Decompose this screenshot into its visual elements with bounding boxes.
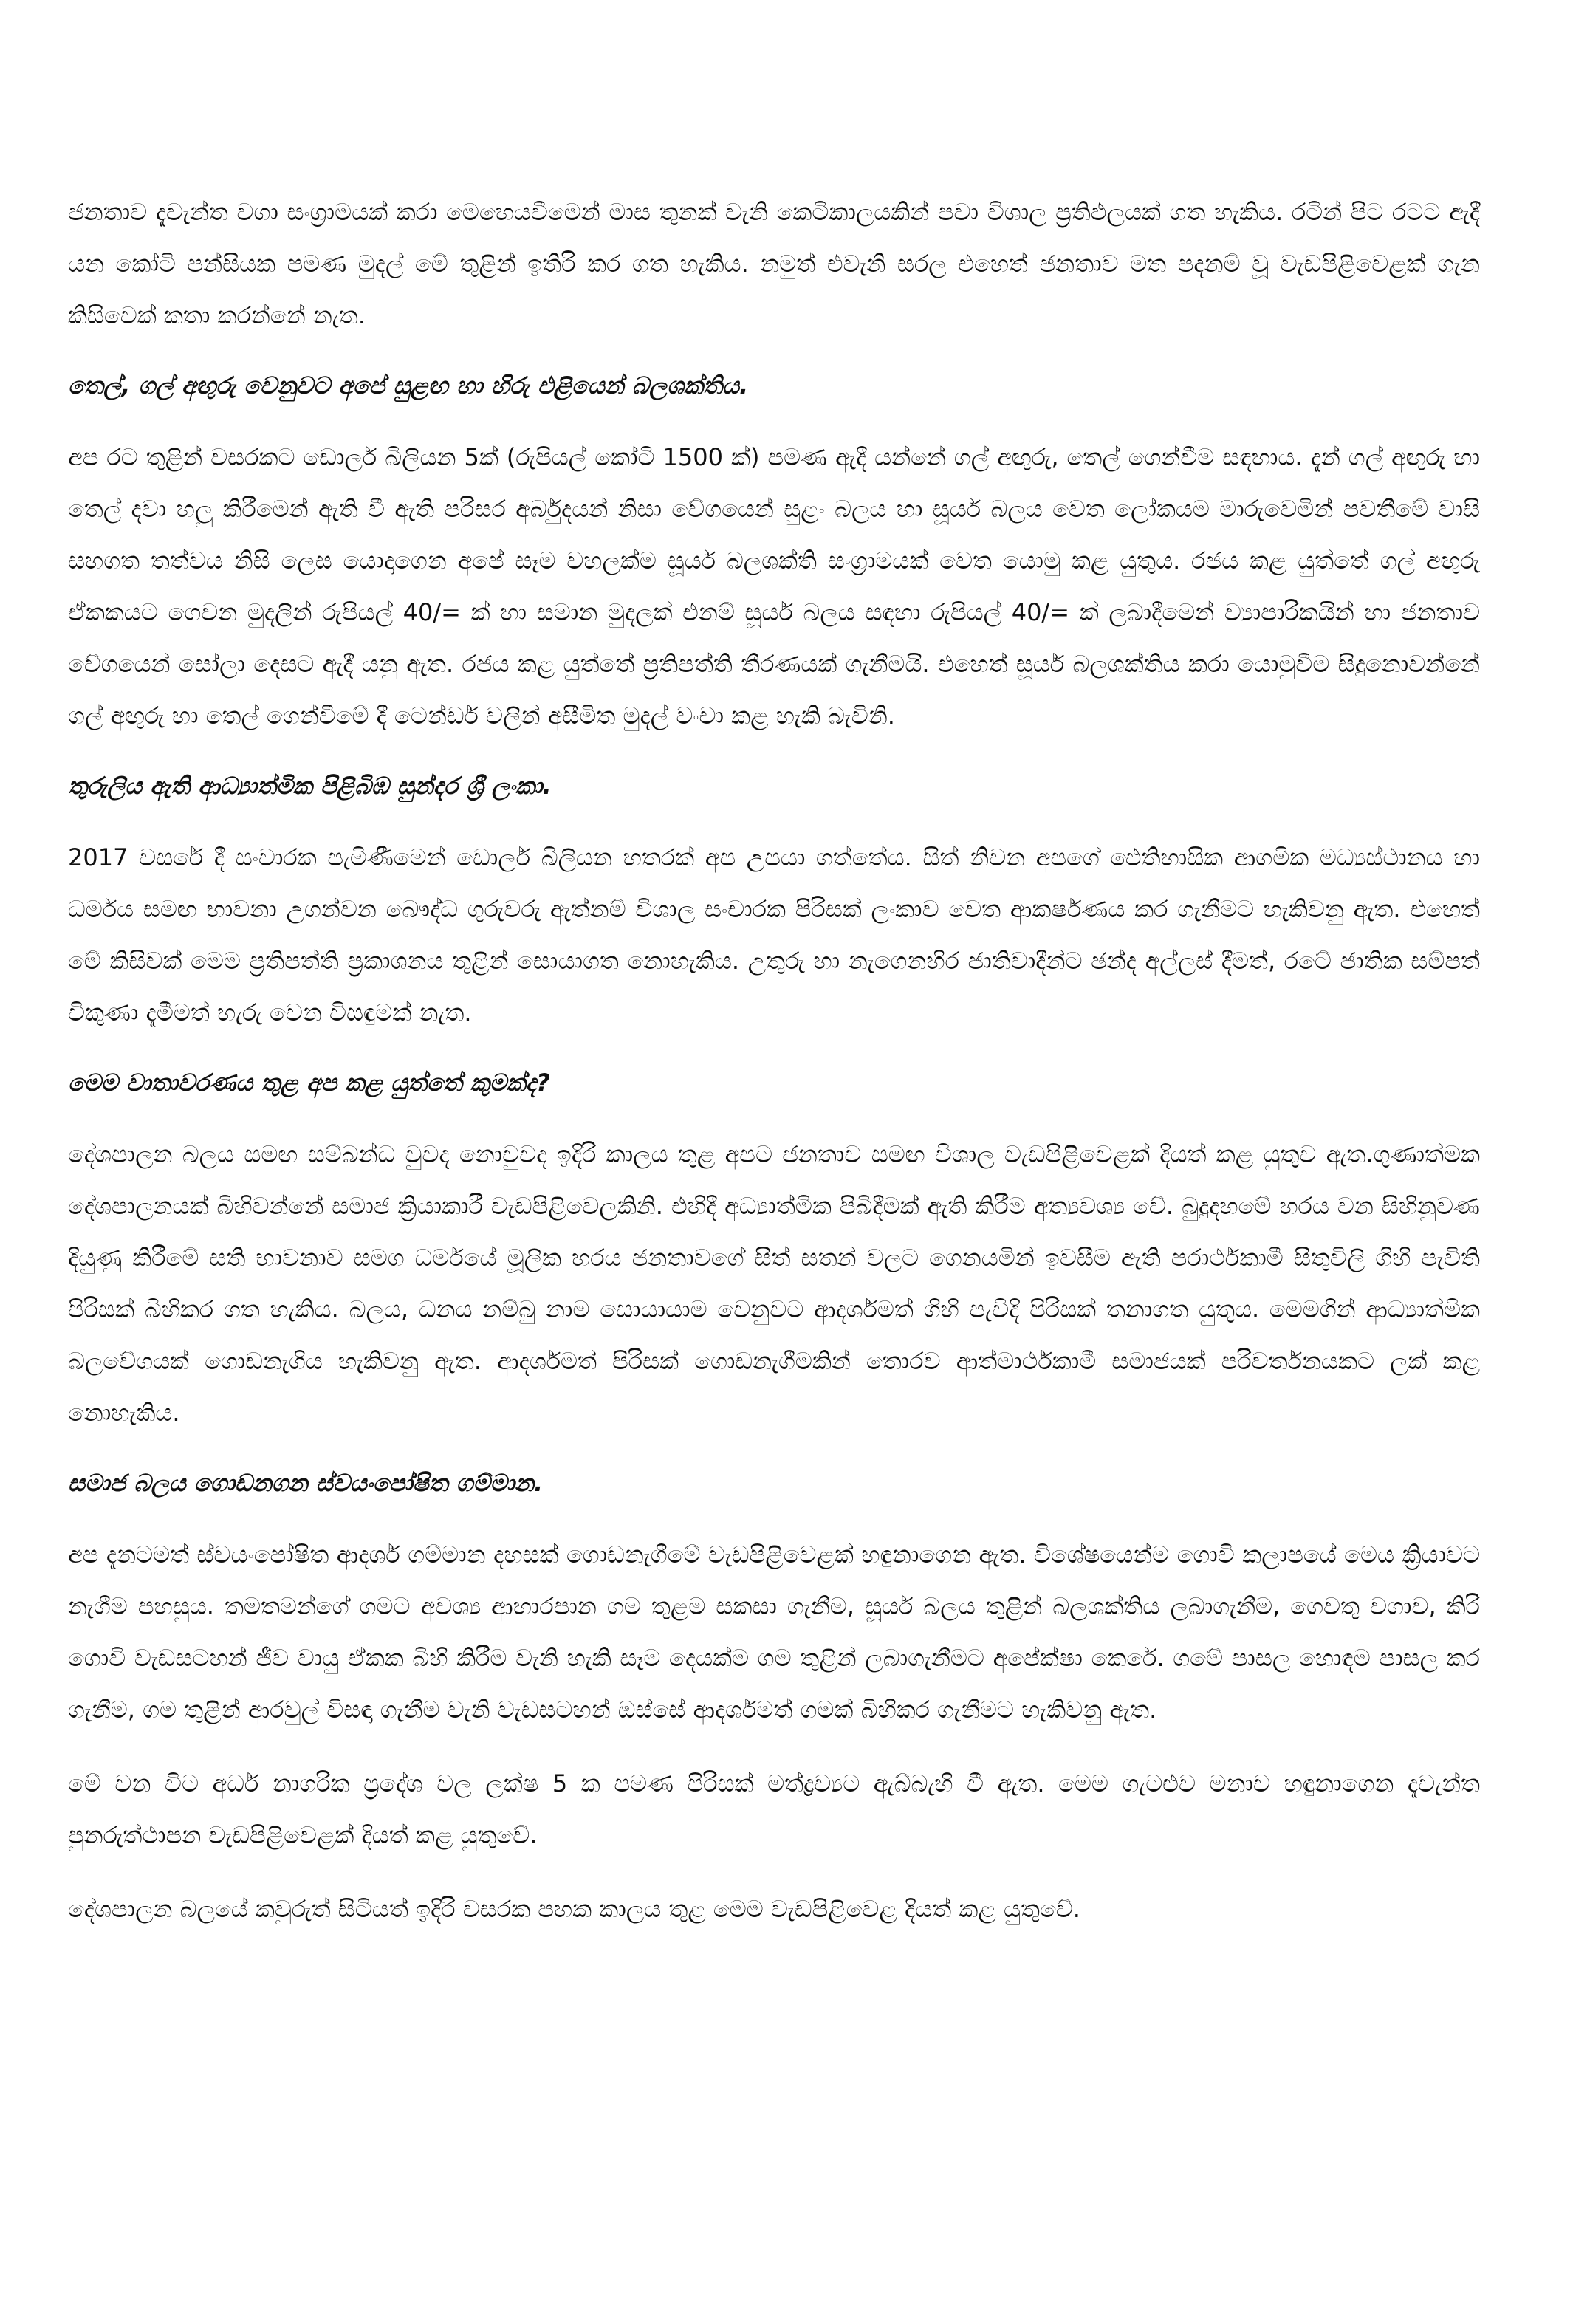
heading-self-sufficient-villages: සමාජ බලය ගොඩනගන ස්වයංපෝෂිත ගම්මාන. xyxy=(68,1469,544,1497)
paragraph-model-villages: අප දැනටමත් ස්වයංපෝෂිත ආදර්ශ ගම්මාන දහසක් ගොඩනැගීමේ වැඩපිළිවෙළක් හඳුනාගෙන ඇත. විශේෂයෙන්ම ගොවි කලාපයේ මෙය ක්‍රියාවට නැගීම පහසුය. තමතමන්ගේ ගමට අවශ්‍ය ආහාරපාන ගම තුළම සකසා ගැනීම, සූර්ය බලය තුළින් බලශක්තිය ලබාගැනීම, ගෙවතු වගාව, කිරි ගොවි වැඩසටහන් ජීව වායු ඒකක බිහි කිරීම වැනි හැකි සෑම දෙයක්ම ගම තුළින් ලබාගැනීමට අපේක්ෂා කෙරේ. ගමේ පාසල හොඳම පාසල කර ගැනීම, ගම තුළින් ආරවුල් විසඳා ගැනීම වැනි වැඩසටහන් ඔස්සේ ආදර්ශමත් ගමක් බිහිකර ගැනීමට හැකිවනු ඇත. xyxy=(68,1540,1480,1724)
paragraph-rehabilitation: මේ වන විට අර්ධ නාගරික ප්‍රදේශ වල ලක්ෂ 5 ක පමණ පිරිසක් මත්ද්‍රව්‍යට ඇබ්බැහි වී ඇත. මෙම ගැටළුව මනාව හඳුනාගෙන දැවැන්ත පුනරුත්ථාපන වැඩපිළිවෙළක් දියත් කළ යුතුවේ. xyxy=(68,1769,1480,1849)
heading-spiritual-sri-lanka: තුරුලිය ඇති ආධ්‍යාත්මික පිළිබිඹ සුන්දර ශ්‍රී ලංකා. xyxy=(68,772,552,800)
paragraph-political-program: දේශපාලන බලය සමඟ සම්බන්ධ වුවද නොවුවද ඉදිරි කාලය තුළ අපට ජනතාව සමඟ විශාල වැඩපිළිවෙළක් දියත් කළ යුතුව ඇත.ගුණාත්මක දේශපාලනයක් බිහිවන්නේ සමාජ ක්‍රියාකාරී වැඩපිළිවෙලකිනි. එහිදී අධ්‍යාත්මික පිබිදීමක් ඇති කිරීම අත්‍යවශ්‍ය වේ. බුදුදහමේ හරය වන සිහිනුවණ දියුණු කිරීමේ සති භාවනාව සමග ධර්මයේ මූලික හරය ජනතාවගේ සිත් සතන් වලට ගෙනයමින් ඉවසීම ඇති පරාර්ථකාමී සිතුවිලි ගිහි පැවිති පිරිසක් බිහිකර ගත හැකිය. බලය, ධනය නම්බු නාම සොයායාම වෙනුවට ආදර්ශමත් ගිහි පැවිදි පිරිසක් තනාගත යුතුය. මෙමගින් ආධ්‍යාත්මික බලවේගයක් ගොඩනැගිය හැකිවනු ඇත. ආදර්ශමත් පිරිසක් ගොඩනැගීමකින් තොරව ආත්මාර්ථකාමී සමාජයක් පරිවර්තනයකට ලක් කළ නොහැකිය. xyxy=(68,1140,1480,1427)
paragraph-solar-energy: අප රට තුළින් වසරකට ඩොලර් බිලියන 5ක් (රුපියල් කෝටි 1500 ක්) පමණ ඇදී යන්නේ ගල් අඟුරු, තෙල් ගෙන්වීම සඳහාය. දැන් ගල් අඟුරු හා තෙල් දවා හලු කිරීමෙන් ඇති වී ඇති පරිසර අර්බුදයන් නිසා වේගයෙන් සුළං බලය හා සූර්ය බලය වෙත ලෝකයම මාරුවෙමින් පවතීමේ වාසි සහගත තත්වය නිසි ලෙස යොදාගෙන අපේ සෑම වහලක්ම සූර්ය බලශක්ති සංග්‍රාමයක් වෙත යොමු කළ යුතුය. රජය කළ යුත්තේ ගල් අඟුරු ඒකකයට ගෙවන මුදලින් රුපියල් 40/= ක් හා සමාන මුදලක් එනම් සූර්ය බලය සඳහා රුපියල් 40/= ක් ලබාදීමෙන් ව්‍යාපාරිකයින් හා ජනතාව වේගයෙන් සෝලා දෙසට ඇදී යනු ඇත. රජය කළ යුත්තේ ප්‍රතිපත්ති තීරණයක් ගැනීමයි. එහෙත් සූර්ය බලශක්තිය කරා යොමුවීම සිදුනොවන්නේ ගල් අඟුරු හා තෙල් ගෙන්වීමේ දී ටෙන්ඩර් වලින් අසීමිත මුදල් වංචා කළ හැකි බැවිනි. xyxy=(68,443,1480,730)
paragraph-tourism: 2017 වසරේ දී සංචාරක පැමිණීමෙන් ඩොලර් බිලියන හතරක් අප උපයා ගත්තේය. සිත් නිවන අපගේ ඓතිහාසික ආගමික මධ්‍යස්ථානය හා ධර්මය සමඟ භාවනා උගන්වන බෞද්ධ ගුරුවරු ඇත්නම් විශාල සංචාරක පිරිසක් ලංකාව වෙත ආකර්ෂණය කර ගැනීමට හැකිවනු ඇත. එහෙත් මේ කිසිවක් මෙම ප්‍රතිපත්ති ප්‍රකාශනය තුළින් සොයාගත නොහැකිය. උතුරු හා නැගෙනහිර ජාතිවාදීන්ට ඡන්ද අල්ලස් දීමත්, රටේ ජාතික සම්පත් විකුණා දැමීමත් හැරු වෙන විසඳුමක් නැත. xyxy=(68,843,1480,1026)
heading-what-to-do: මෙම වාතාවරණය තුළ අප කළ යුත්තේ කුමක්ද? xyxy=(68,1069,550,1097)
paragraph-five-year-plan: දේශපාලන බලයේ කවුරුත් සිටියත් ඉදිරි වසරක පහක කාලය තුළ මෙම වැඩපිළිවෙළ දියත් කළ යුතුවේ. xyxy=(68,1895,1080,1923)
heading-renewable-energy: තෙල්, ගල් අඟුරු වෙනුවට අපේ සුළඟ හා හිරු එළියෙන් බලශක්තිය. xyxy=(68,371,749,400)
paragraph-cultivation: ජනතාව දැවැන්ත වගා සංග්‍රාමයක් කරා මෙහෙයවීමෙන් මාස තුනක් වැනි කෙටිකාලයකින් පවා විශාල ප්‍රතිඵලයක් ගත හැකිය. රටින් පිට රටට ඇදී යන කෝටි පන්සියක පමණ මුදල් මේ තුළින් ඉතිරි කර ගත හැකිය. නමුත් එවැනි සරල එහෙත් ජනතාව මත පදනම් වූ වැඩපිළිවෙළක් ගැන කිසිවෙක් කතා කරන්නේ නැත. xyxy=(68,198,1480,329)
